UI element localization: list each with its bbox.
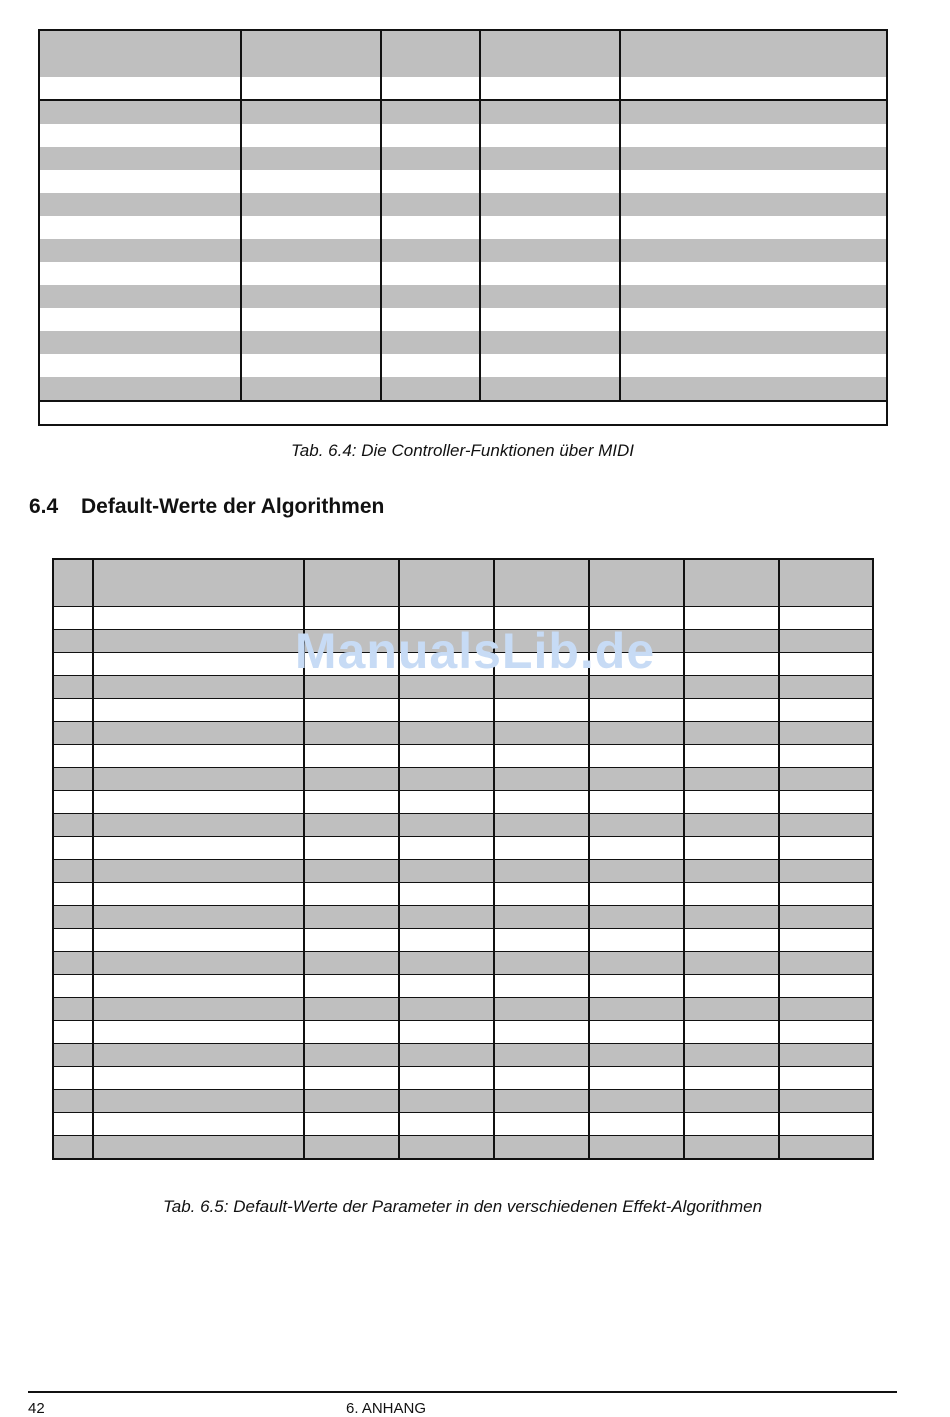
table-row (53, 722, 873, 745)
table-cell (779, 837, 873, 860)
table-cell (304, 837, 399, 860)
table-row (53, 860, 873, 883)
table-cell (480, 100, 620, 124)
table-cell (779, 906, 873, 929)
table-cell (53, 791, 93, 814)
section-title: Default-Werte der Algorithmen (81, 495, 385, 518)
table-cell (241, 216, 381, 239)
table-cell (93, 1090, 304, 1113)
table-cell (304, 975, 399, 998)
table-cell (304, 699, 399, 722)
table-cell (589, 745, 684, 768)
table-cell (304, 745, 399, 768)
table-row (53, 952, 873, 975)
table-cell (480, 170, 620, 193)
table-cell (53, 1044, 93, 1067)
table-cell (480, 30, 620, 77)
table-row (53, 768, 873, 791)
table-cell (39, 377, 241, 401)
table-cell (779, 1067, 873, 1090)
table-row (53, 745, 873, 768)
table-cell (589, 860, 684, 883)
table-cell (399, 860, 494, 883)
table-cell (304, 722, 399, 745)
table-cell (480, 285, 620, 308)
table-cell (494, 722, 589, 745)
table-row (53, 699, 873, 722)
table-cell (304, 998, 399, 1021)
table-cell (39, 354, 241, 377)
table-cell (241, 308, 381, 331)
table-cell (93, 1136, 304, 1160)
table-cell (241, 77, 381, 100)
table-cell (620, 239, 887, 262)
table-cell (53, 1021, 93, 1044)
table-cell (39, 193, 241, 216)
table-cell (684, 745, 779, 768)
table-cell (381, 216, 480, 239)
table-cell (53, 860, 93, 883)
table-row (53, 791, 873, 814)
table-cell (480, 308, 620, 331)
table-row (53, 975, 873, 998)
table-cell (589, 906, 684, 929)
table-cell (684, 837, 779, 860)
table-cell (779, 1021, 873, 1044)
table-row (53, 1067, 873, 1090)
table-cell (589, 998, 684, 1021)
table-cell (399, 559, 494, 607)
table-row (53, 998, 873, 1021)
table-cell (399, 791, 494, 814)
table-cell (399, 745, 494, 768)
table-header-row (39, 77, 887, 100)
table-cell (381, 124, 480, 147)
table-cell (93, 860, 304, 883)
table-row (39, 170, 887, 193)
table-row (53, 906, 873, 929)
table-cell (304, 1113, 399, 1136)
table-cell (241, 30, 381, 77)
table-cell (779, 1090, 873, 1113)
table-cell (480, 193, 620, 216)
table-cell (241, 124, 381, 147)
table-cell (684, 559, 779, 607)
table-cell (480, 147, 620, 170)
footer-divider (28, 1391, 897, 1393)
table-cell (494, 699, 589, 722)
table-cell (480, 239, 620, 262)
table-cell (684, 952, 779, 975)
table-cell (241, 262, 381, 285)
table-cell (381, 308, 480, 331)
table-cell (494, 791, 589, 814)
table-cell (381, 170, 480, 193)
table-cell (684, 1021, 779, 1044)
table-cell (304, 768, 399, 791)
table-cell (304, 860, 399, 883)
table-cell (779, 860, 873, 883)
table-cell (779, 768, 873, 791)
table-cell (381, 354, 480, 377)
table-cell (779, 814, 873, 837)
table-row (39, 147, 887, 170)
table-cell (480, 77, 620, 100)
table-cell (304, 952, 399, 975)
table-cell (39, 239, 241, 262)
table-cell (684, 814, 779, 837)
table-cell (589, 791, 684, 814)
table-cell (589, 722, 684, 745)
table-row (53, 929, 873, 952)
table-cell (494, 883, 589, 906)
table-cell (93, 745, 304, 768)
table-cell (381, 193, 480, 216)
table-row (39, 262, 887, 285)
table-cell (494, 952, 589, 975)
table-cell (399, 1113, 494, 1136)
section-number: 6.4 (29, 495, 59, 518)
table-cell (399, 1044, 494, 1067)
table-6-5-caption: Tab. 6.5: Default-Werte der Parameter in den verschiedenen Effekt-Algorithmen (162, 1197, 763, 1216)
footer-page-number: 42 (28, 1400, 45, 1417)
table-row (53, 1136, 873, 1160)
table-cell (241, 377, 381, 401)
table-cell (620, 147, 887, 170)
table-cell (93, 1021, 304, 1044)
table-header-row (39, 30, 887, 77)
controller-functions-table (38, 29, 888, 426)
table-cell (93, 975, 304, 998)
table-cell (304, 1044, 399, 1067)
table-row (53, 1090, 873, 1113)
table-cell (494, 1090, 589, 1113)
table-cell (53, 1067, 93, 1090)
table-cell (589, 1136, 684, 1160)
table-cell (494, 1113, 589, 1136)
table-cell (779, 952, 873, 975)
table-row (53, 1113, 873, 1136)
table-cell (39, 100, 241, 124)
table-cell (39, 308, 241, 331)
table-cell (589, 559, 684, 607)
table-cell (39, 216, 241, 239)
table-cell (779, 1113, 873, 1136)
table-cell (381, 147, 480, 170)
table-cell (399, 975, 494, 998)
table-cell (684, 998, 779, 1021)
table-cell (589, 1044, 684, 1067)
table-cell (399, 1021, 494, 1044)
table-cell (93, 1113, 304, 1136)
table-cell (779, 1044, 873, 1067)
table-cell (684, 1090, 779, 1113)
table-cell (39, 77, 241, 100)
table-cell (620, 216, 887, 239)
table-cell (494, 1021, 589, 1044)
table-row (53, 883, 873, 906)
table-cell (53, 745, 93, 768)
table-cell (241, 354, 381, 377)
table-row (39, 308, 887, 331)
table-cell (53, 559, 93, 607)
table-cell (399, 998, 494, 1021)
table-cell (53, 699, 93, 722)
table-cell (779, 883, 873, 906)
table-cell (494, 814, 589, 837)
table-cell (53, 768, 93, 791)
footer-section-label: 6. ANHANG (346, 1400, 427, 1417)
table-cell (93, 1044, 304, 1067)
table-cell (779, 998, 873, 1021)
table-cell (684, 768, 779, 791)
table-cell (53, 837, 93, 860)
table-cell (53, 998, 93, 1021)
table-cell (93, 952, 304, 975)
table-cell (399, 952, 494, 975)
table-row (39, 377, 887, 401)
table-cell (684, 722, 779, 745)
table-cell (494, 998, 589, 1021)
table-cell (494, 559, 589, 607)
table-cell (494, 860, 589, 883)
table-6-4-caption: Tab. 6.4: Die Controller-Funktionen über MIDI (290, 441, 634, 460)
table-cell (684, 860, 779, 883)
table-cell (241, 331, 381, 354)
table-cell (53, 929, 93, 952)
table-cell (494, 745, 589, 768)
table-cell (241, 170, 381, 193)
watermark: ManualsLib.de (294, 623, 656, 679)
table-cell (480, 124, 620, 147)
table-cell (494, 1136, 589, 1160)
table-cell (53, 722, 93, 745)
table-cell (93, 559, 304, 607)
table-cell (53, 883, 93, 906)
table-cell (779, 559, 873, 607)
table-cell (241, 147, 381, 170)
table-row (39, 124, 887, 147)
table-cell (53, 1090, 93, 1113)
table-cell (589, 952, 684, 975)
table-cell (39, 124, 241, 147)
table-cell (93, 906, 304, 929)
table-cell (480, 262, 620, 285)
table-cell (620, 100, 887, 124)
table-cell (39, 285, 241, 308)
table-row (39, 354, 887, 377)
table-cell (620, 308, 887, 331)
table-cell (304, 1067, 399, 1090)
table-cell (589, 975, 684, 998)
table-cell (93, 1067, 304, 1090)
table-cell (494, 837, 589, 860)
table-cell (779, 975, 873, 998)
table-cell (381, 77, 480, 100)
table-cell (241, 285, 381, 308)
table-cell (381, 30, 480, 77)
table-row (53, 814, 873, 837)
table-cell (53, 1136, 93, 1160)
table-cell (684, 906, 779, 929)
table-cell (381, 239, 480, 262)
table-cell (381, 377, 480, 401)
table-cell (620, 354, 887, 377)
table-cell (304, 929, 399, 952)
table-cell (381, 100, 480, 124)
table-cell (399, 837, 494, 860)
table-cell (779, 791, 873, 814)
table-cell (779, 699, 873, 722)
table-cell (620, 285, 887, 308)
table-cell (39, 331, 241, 354)
table-cell (399, 699, 494, 722)
table-row (39, 239, 887, 262)
table-cell (589, 1021, 684, 1044)
table-cell (684, 1067, 779, 1090)
table-cell (304, 1090, 399, 1113)
table-cell (399, 883, 494, 906)
table-cell (589, 1113, 684, 1136)
table-row (39, 285, 887, 308)
section-heading (29, 495, 384, 519)
table-cell (779, 929, 873, 952)
table-cell (304, 883, 399, 906)
table-cell (589, 883, 684, 906)
table-cell (620, 30, 887, 77)
table-row (39, 331, 887, 354)
table-cell (241, 193, 381, 216)
table-cell (480, 354, 620, 377)
table-cell (53, 975, 93, 998)
table-cell (399, 929, 494, 952)
table-cell (480, 377, 620, 401)
table-cell (589, 929, 684, 952)
table-cell (93, 722, 304, 745)
table-cell (684, 883, 779, 906)
table-cell (39, 401, 887, 425)
table-cell (494, 906, 589, 929)
table-header-row (53, 559, 873, 607)
table-cell (620, 124, 887, 147)
table-cell (589, 1090, 684, 1113)
table-cell (93, 791, 304, 814)
table-cell (620, 193, 887, 216)
table-cell (494, 1067, 589, 1090)
table-cell (39, 262, 241, 285)
table-cell (399, 768, 494, 791)
table-cell (241, 239, 381, 262)
table-row (39, 216, 887, 239)
table-cell (53, 952, 93, 975)
table-cell (589, 814, 684, 837)
table-cell (620, 377, 887, 401)
table-cell (304, 906, 399, 929)
table-cell (399, 1136, 494, 1160)
table-cell (620, 331, 887, 354)
table-cell (241, 100, 381, 124)
table-row (39, 100, 887, 124)
table-cell (589, 699, 684, 722)
table-cell (684, 1113, 779, 1136)
table-cell (93, 929, 304, 952)
table-cell (53, 906, 93, 929)
table-cell (684, 1044, 779, 1067)
table-cell (684, 975, 779, 998)
table-row (53, 1044, 873, 1067)
table-cell (494, 1044, 589, 1067)
table-cell (620, 77, 887, 100)
table-cell (39, 30, 241, 77)
table-cell (304, 1136, 399, 1160)
table-cell (93, 768, 304, 791)
table-cell (684, 791, 779, 814)
table-cell (93, 837, 304, 860)
table-cell (620, 170, 887, 193)
table-cell (93, 814, 304, 837)
table-cell (494, 768, 589, 791)
table-cell (53, 814, 93, 837)
table-cell (480, 331, 620, 354)
table-cell (39, 147, 241, 170)
table-cell (620, 262, 887, 285)
table-cell (494, 929, 589, 952)
table-cell (494, 975, 589, 998)
table-cell (39, 170, 241, 193)
table-cell (93, 883, 304, 906)
table-cell (399, 906, 494, 929)
table-cell (779, 722, 873, 745)
table-cell (93, 998, 304, 1021)
table-row (39, 193, 887, 216)
table-cell (779, 1136, 873, 1160)
table-cell (684, 929, 779, 952)
table-cell (589, 837, 684, 860)
table-cell (589, 768, 684, 791)
table-row (53, 1021, 873, 1044)
table-cell (381, 285, 480, 308)
table-cell (684, 699, 779, 722)
table-cell (381, 331, 480, 354)
table-cell (399, 722, 494, 745)
table-cell (53, 1113, 93, 1136)
table-row (53, 837, 873, 860)
table-cell (304, 1021, 399, 1044)
table-cell (93, 699, 304, 722)
table-cell (779, 745, 873, 768)
table-cell (399, 1090, 494, 1113)
table-cell (684, 1136, 779, 1160)
table-cell (589, 1067, 684, 1090)
table-footer-row (39, 401, 887, 425)
table-cell (480, 216, 620, 239)
table-cell (399, 814, 494, 837)
table-cell (381, 262, 480, 285)
table-cell (399, 1067, 494, 1090)
table-cell (304, 559, 399, 607)
table-cell (304, 814, 399, 837)
table-cell (304, 791, 399, 814)
